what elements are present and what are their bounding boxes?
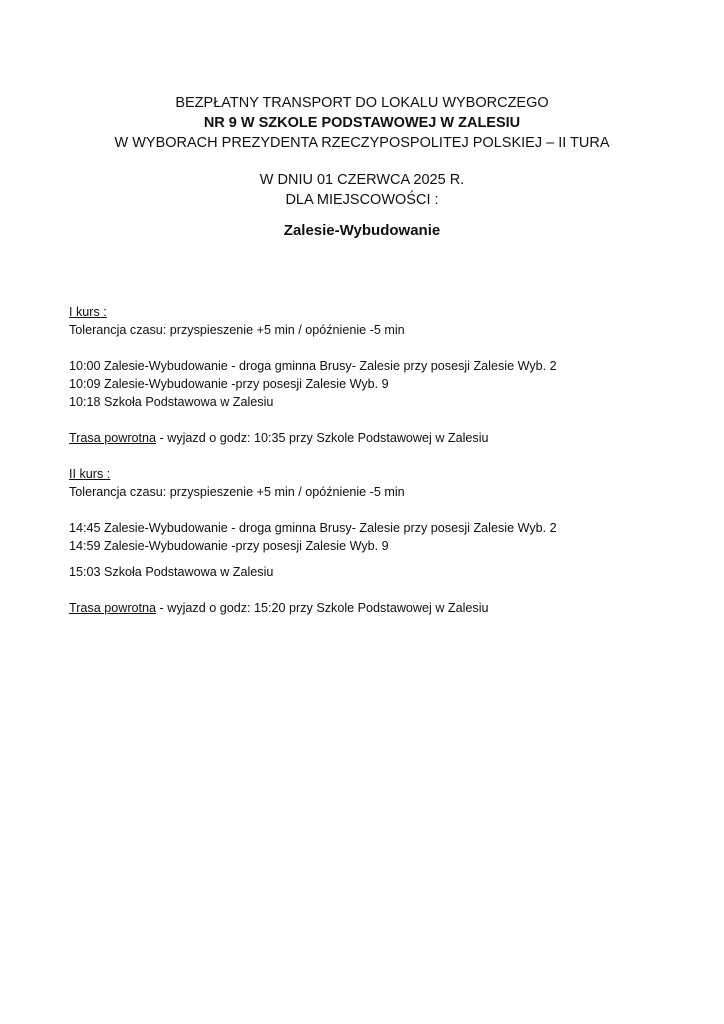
course-return-route [69,599,709,617]
return-route-text: - wyjazd o godz: 15:20 przy Szkole Podstawowej w Zalesiu [156,601,489,615]
header-title-line-3: W WYBORACH PREZYDENTA RZECZYPOSPOLITEJ POLSKIEJ – II TURA [114,135,610,151]
return-route-label: Trasa powrotna [69,431,157,445]
header-title-line-2: NR 9 W SZKOLE PODSTAWOWEJ W ZALESIU [203,115,521,131]
header-for-places: DLA MIEJSCOWOŚCI : [285,192,439,208]
course-tolerance: Tolerancja czasu: przyspieszenie +5 min / opóźnienie -5 min [69,485,405,499]
return-route-label: Trasa powrotna [69,601,157,615]
header-place-name: Zalesie-Wybudowanie [283,222,441,239]
course-stop: 10:18 Szkoła Podstawowa w Zalesiu [69,395,274,409]
course-return-route [69,429,709,447]
course-stop: 14:59 Zalesie-Wybudowanie -przy posesji Zalesie Wyb. 9 [69,539,389,553]
course-section-1 [69,303,709,447]
header-gap [0,153,724,170]
course-title: II kurs : [69,467,111,481]
course-section-2 [69,465,709,617]
header-date: W DNIU 01 CZERWCA 2025 R. [259,172,465,188]
course-stop: 10:09 Zalesie-Wybudowanie -przy posesji Zalesie Wyb. 9 [69,377,389,391]
course-stop: 10:00 Zalesie-Wybudowanie - droga gminna Brusy- Zalesie przy posesji Zalesie Wyb. 2 [69,359,557,373]
document-header [0,93,724,241]
header-title-line-1: BEZPŁATNY TRANSPORT DO LOKALU WYBORCZEGO [175,95,549,111]
schedule-body [69,303,709,617]
course-title: I kurs : [69,305,107,319]
return-route-text: - wyjazd o godz: 10:35 przy Szkole Podstawowej w Zalesiu [156,431,489,445]
course-stop: 14:45 Zalesie-Wybudowanie - droga gminna Brusy- Zalesie przy posesji Zalesie Wyb. 2 [69,521,557,535]
course-tolerance: Tolerancja czasu: przyspieszenie +5 min / opóźnienie -5 min [69,323,405,337]
course-stop: 15:03 Szkoła Podstawowa w Zalesiu [69,565,274,579]
